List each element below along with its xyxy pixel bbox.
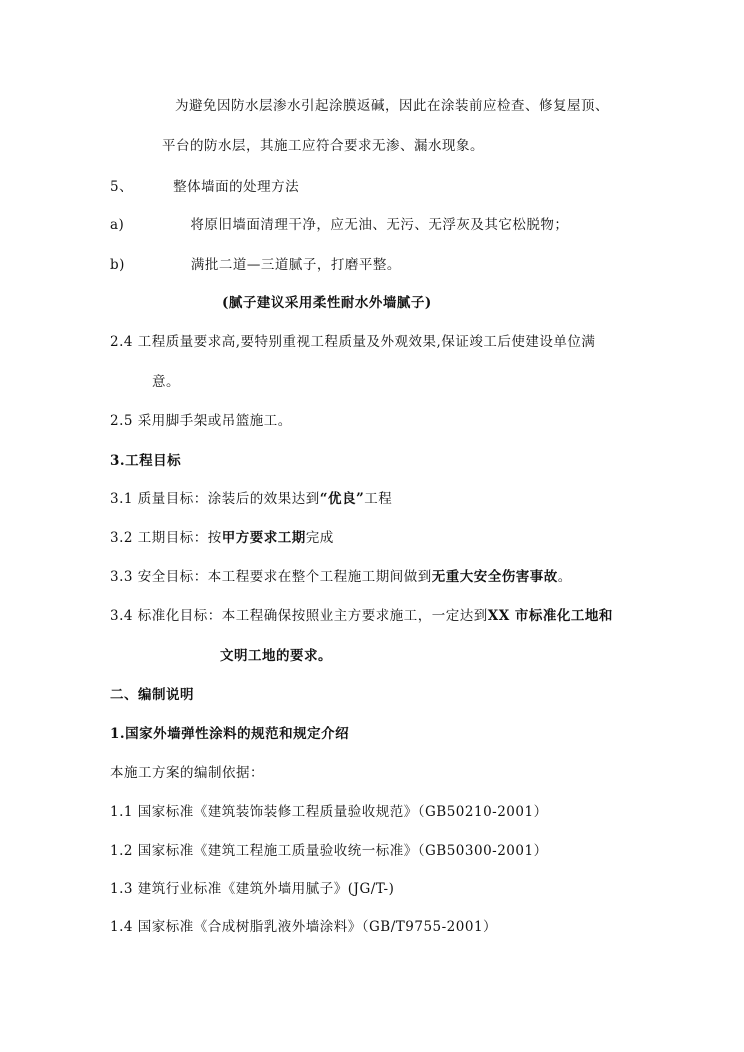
list-item-b: [110, 256, 401, 274]
goal-emphasis: 无重大安全伤害事故: [431, 569, 558, 585]
paragraph-line: 平台的防水层，其施工应符合要求无渗、漏水现象。: [162, 138, 484, 154]
goal-line: [110, 568, 572, 586]
goal-tail: 。: [557, 569, 572, 585]
paragraph-line: 为避免因防水层渗水引起涂膜返碱，因此在涂装前应检查、修复屋顶、: [175, 98, 609, 114]
list-text: 整体墙面的处理方法: [173, 179, 300, 195]
section-heading: 3.工程目标: [110, 453, 182, 469]
section-heading: 1.国家外墙弹性涂料的规范和规定介绍: [110, 726, 350, 742]
list-item-a: [110, 216, 568, 234]
paragraph-line: 2.4 工程质量要求高,要特别重视工程质量及外观效果,保证竣工后使建设单位满: [110, 334, 596, 350]
goal-label: 3.1 质量目标：涂装后的效果达到: [110, 491, 320, 507]
standard-item: 1.2 国家标准《建筑工程施工质量验收统一标准》（GB50300-2001）: [110, 843, 548, 859]
list-number: b): [110, 257, 125, 273]
goal-line: [110, 529, 334, 547]
goal-tail: 完成: [305, 530, 334, 546]
goal-continuation: 文明工地的要求。: [220, 648, 332, 664]
list-number: 5、: [110, 179, 134, 195]
goal-label: 3.4 标准化目标：本工程确保按照业主方要求施工，一定达到: [110, 608, 488, 624]
goal-emphasis: XX 市标准化工地和: [487, 608, 613, 624]
goal-line: [110, 490, 392, 508]
list-text: 满批二道—三道腻子，打磨平整。: [190, 257, 401, 273]
goal-emphasis: 甲方要求工期: [221, 530, 306, 546]
chapter-heading: 二、编制说明: [110, 687, 194, 703]
standard-item: 1.4 国家标准《合成树脂乳液外墙涂料》（GB/T9755-2001）: [110, 919, 498, 935]
standard-item: 1.1 国家标准《建筑装饰装修工程质量验收规范》（GB50210-2001）: [110, 804, 548, 820]
paragraph-line: 2.5 采用脚手架或吊篮施工。: [110, 413, 292, 429]
goal-label: 3.3 安全目标：本工程要求在整个工程施工期间做到: [110, 569, 432, 585]
list-number: a): [110, 217, 125, 233]
standard-item: 1.3 建筑行业标准《建筑外墙用腻子》(JG/T-): [110, 881, 395, 897]
list-item-5: [110, 178, 299, 196]
note-line: (腻子建议采用柔性耐水外墙腻子): [222, 295, 432, 311]
goal-tail: 工程: [364, 491, 393, 507]
paragraph-line: 意。: [152, 374, 180, 390]
goal-line: [110, 607, 613, 625]
goal-label: 3.2 工期目标：按: [110, 530, 222, 546]
paragraph-line: 本施工方案的编制依据：: [110, 765, 264, 781]
goal-emphasis: “优良”: [319, 491, 365, 507]
list-text: 将原旧墙面清理干净，应无油、无污、无浮灰及其它松脱物；: [190, 217, 569, 233]
